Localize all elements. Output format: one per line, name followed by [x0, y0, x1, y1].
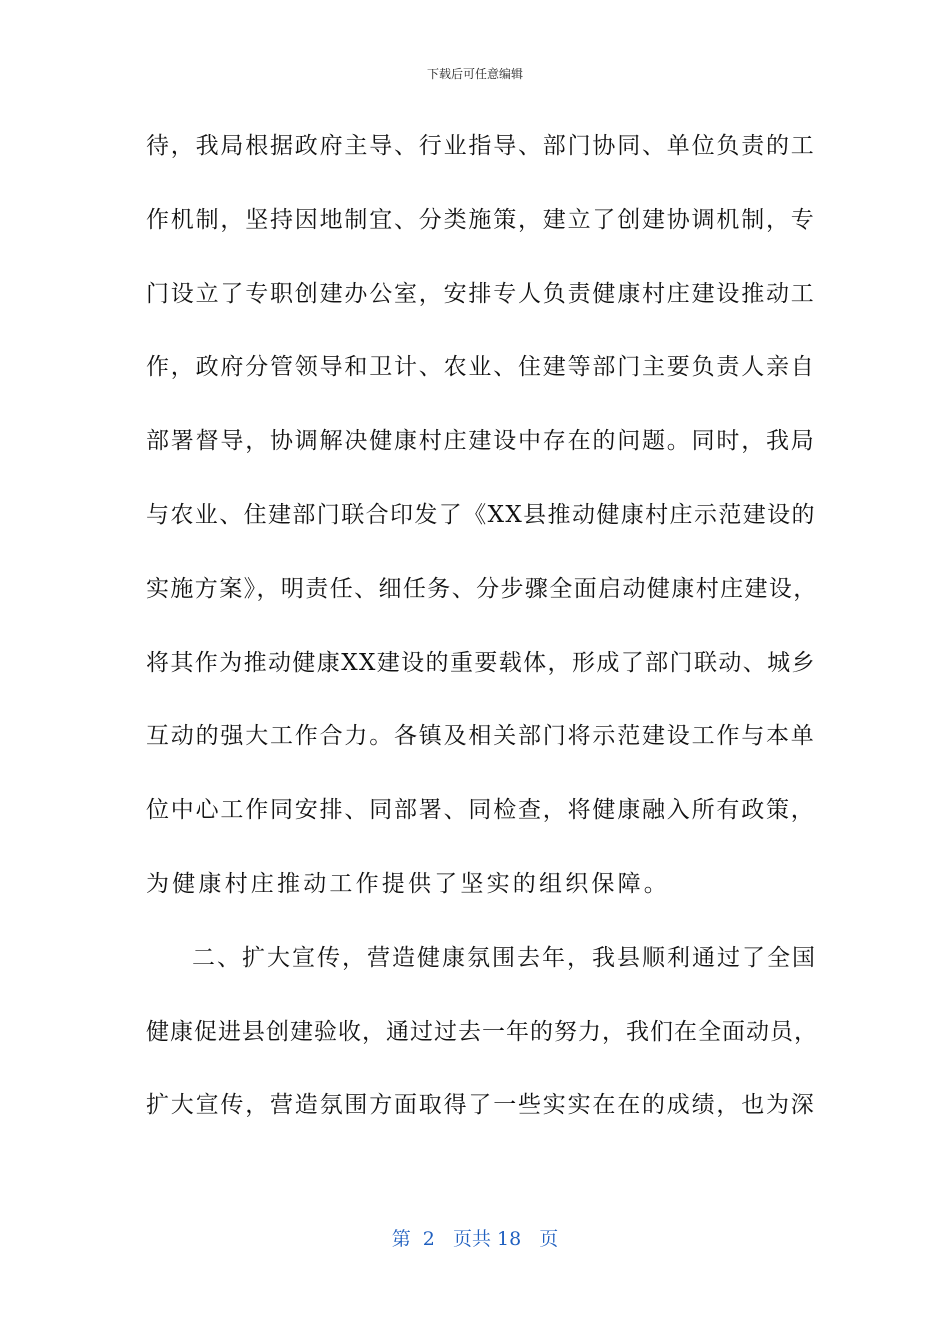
text-line: 作机制，坚持因地制宜、分类施策，建立了创建协调机制，专: [146, 206, 816, 233]
page-header: 下载后可任意编辑: [426, 67, 523, 81]
text-line: 待，我局根据政府主导、行业指导、部门协同、单位负责的工: [146, 133, 816, 159]
text-line: 为健康村庄推动工作提供了坚实的组织保障。: [146, 870, 670, 897]
text-line: 作，政府分管领导和卫计、农业、住建等部门主要负责人亲自: [146, 354, 816, 381]
text-line: 部署督导，协调解决健康村庄建设中存在的问题。同时，我局: [146, 428, 816, 455]
text-line: 实施方案》，明责任、细任务、分步骤全面启动健康村庄建设，: [146, 575, 818, 602]
text-line: 位中心工作同安排、同部署、同检查，将健康融入所有政策，: [146, 797, 816, 824]
document-body: [146, 124, 818, 1157]
text-line: 与农业、住建部门联合印发了《XX县推动健康村庄示范建设的: [146, 501, 816, 528]
text-line: 将其作为推动健康XX建设的重要载体，形成了部门联动、城乡: [146, 649, 816, 676]
text-line: 互动的强大工作合力。各镇及相关部门将示范建设工作与本单: [146, 723, 816, 750]
page-number-footer: 第 2 页共 18 页: [391, 1228, 559, 1250]
text-line: 健康促进县创建验收，通过过去一年的努力，我们在全面动员，: [146, 1018, 818, 1045]
text-line: 扩大宣传，营造氛围方面取得了一些实实在在的成绩，也为深: [146, 1092, 816, 1119]
section-heading-line: 二、扩大宣传，营造健康氛围去年，我县顺利通过了全国: [192, 944, 817, 971]
text-line: 门设立了专职创建办公室，安排专人负责健康村庄建设推动工: [146, 280, 816, 307]
